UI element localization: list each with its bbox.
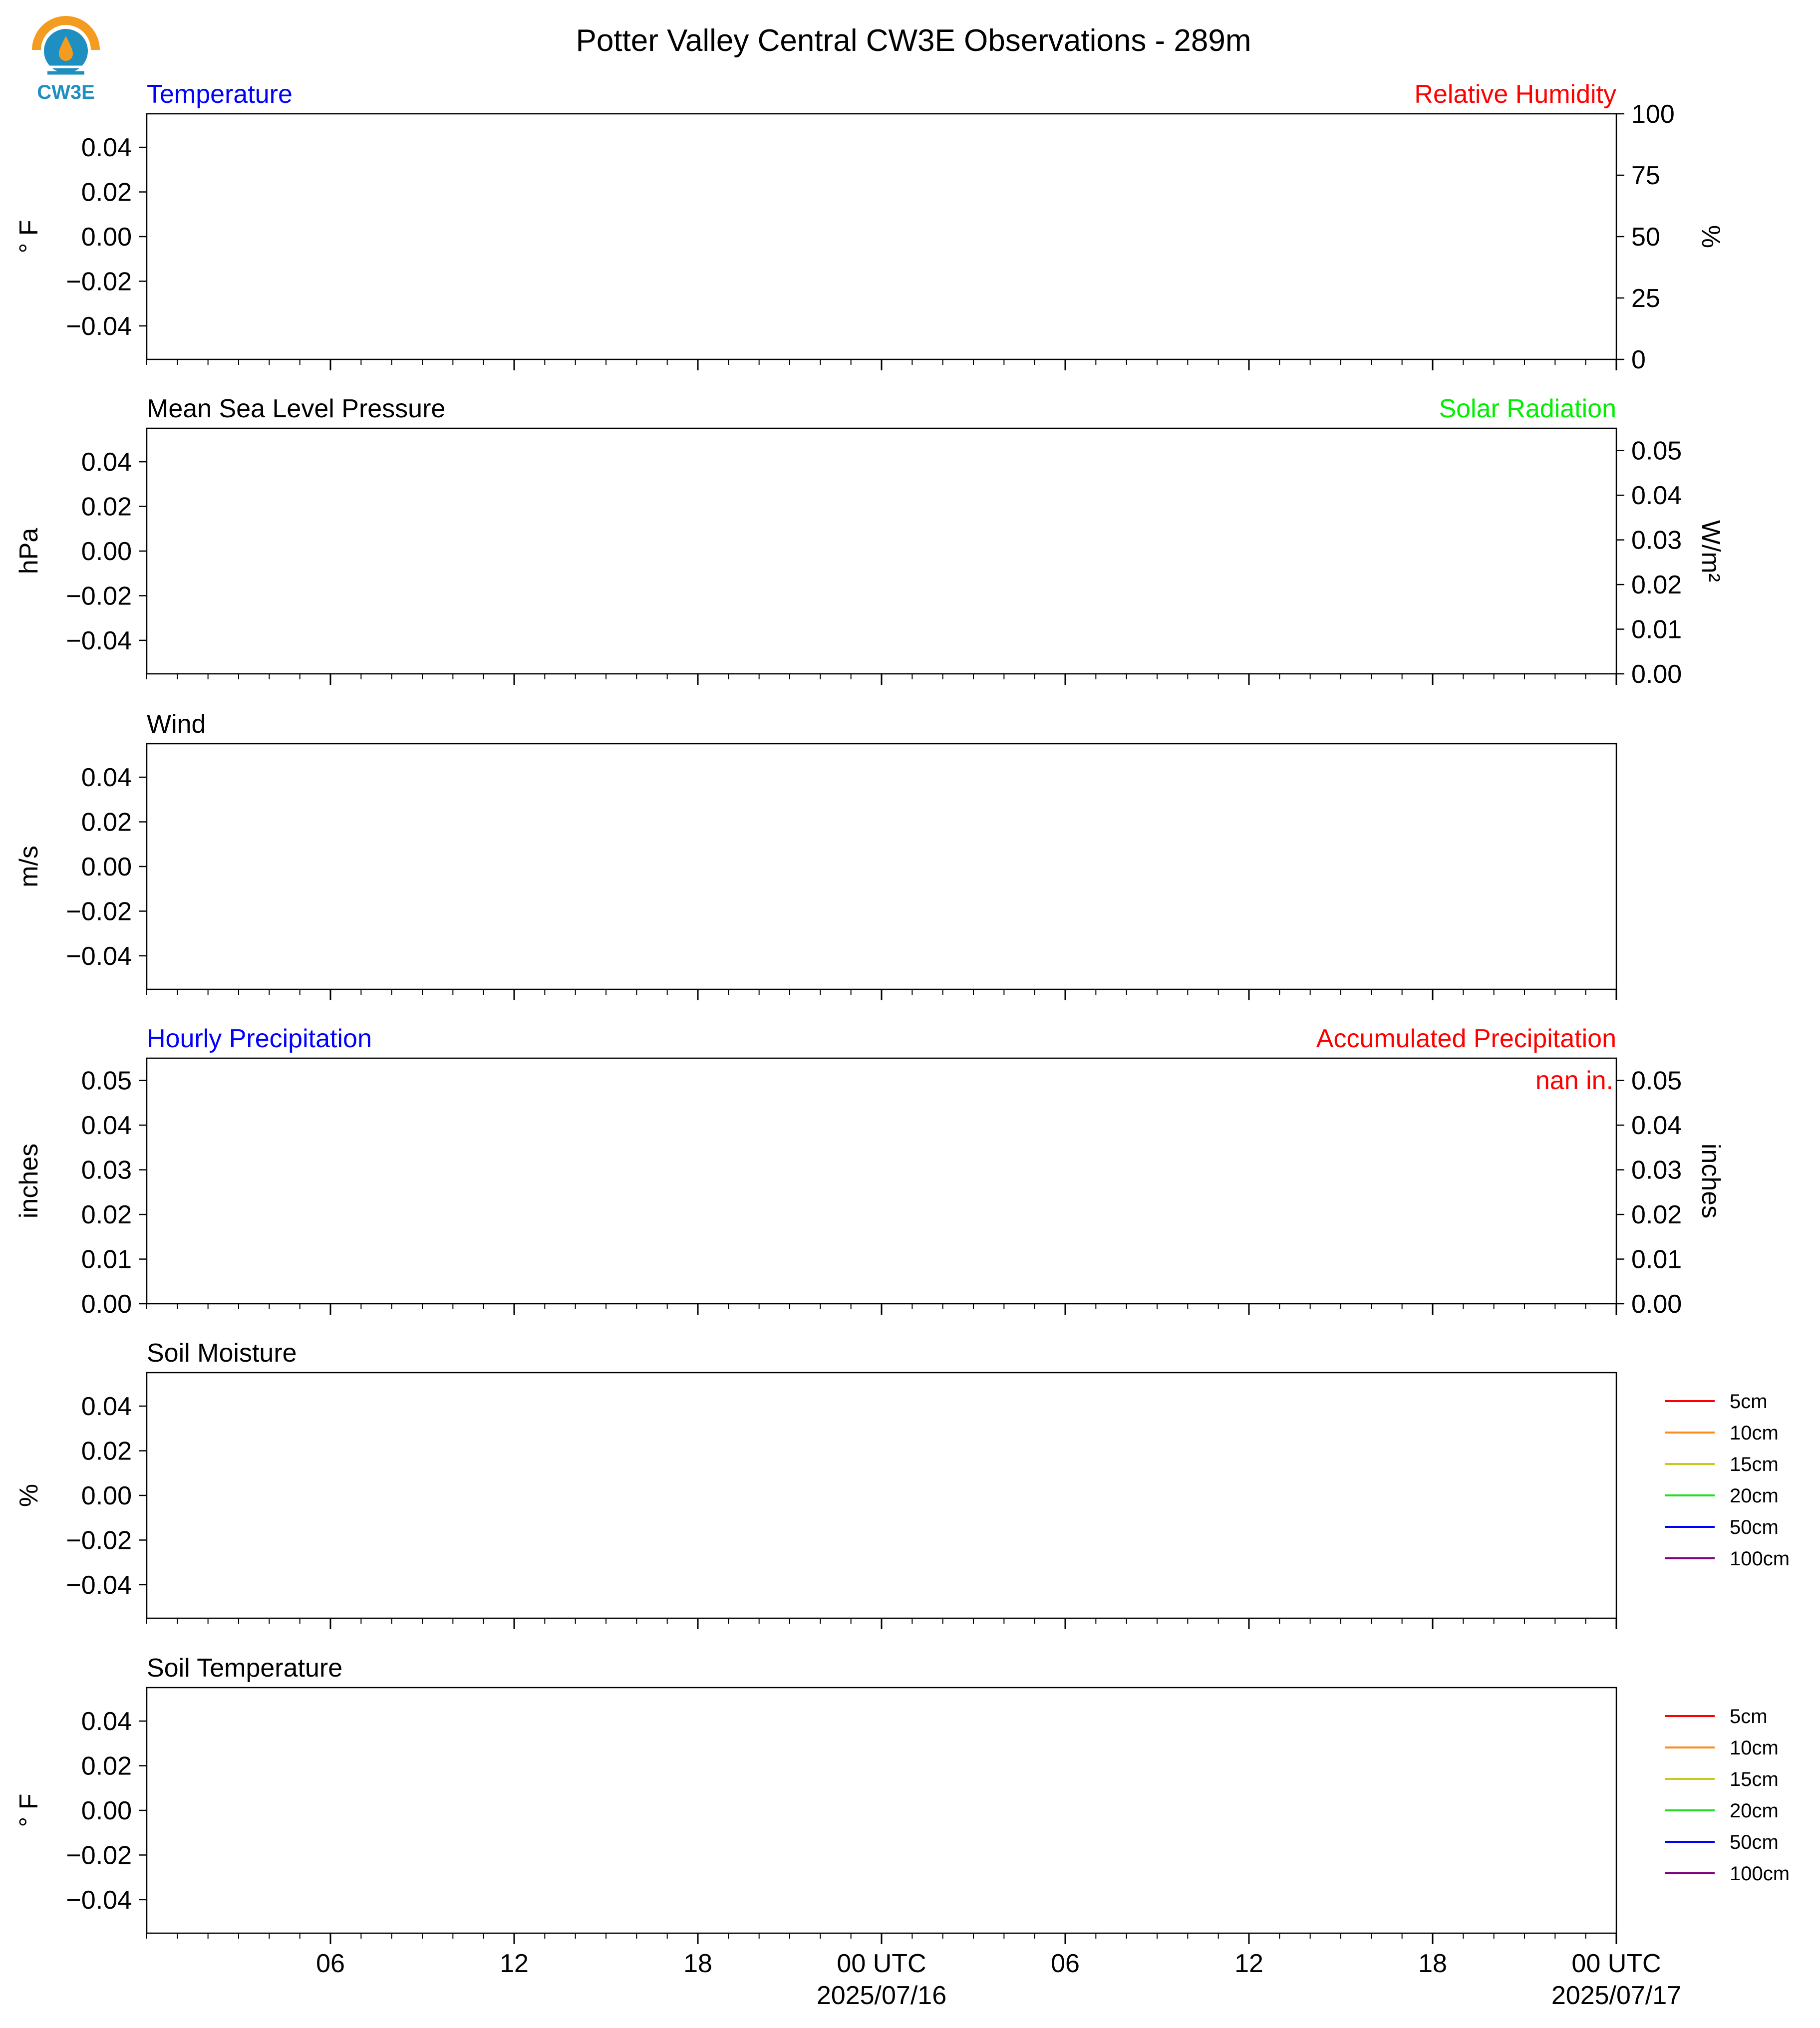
panel-title-left: Temperature [147,80,293,109]
y-tick-label: 0.00 [81,1796,132,1825]
y-tick-label: 0.04 [81,763,132,793]
y-tick-label: −0.04 [66,311,132,341]
y-tick-label: 0.02 [81,178,132,207]
panel-frame [147,1688,1616,1933]
y-tick-label: 0.02 [81,1437,132,1466]
panel-3 [14,710,1616,1000]
y-axis-label: % [14,1483,43,1507]
y2-tick-label: 0.04 [1631,1111,1682,1141]
panel-title-left: Soil Moisture [147,1339,297,1368]
panel-frame [147,1373,1616,1618]
panel-2 [14,394,1725,689]
y-tick-label: 0.02 [81,808,132,837]
y2-tick-label: 50 [1631,223,1660,252]
y2-tick-label: 0.02 [1631,1200,1682,1230]
panel-frame [147,428,1616,674]
y-tick-label: 0.04 [81,1707,132,1737]
panel-title-right: Relative Humidity [1414,80,1616,109]
y-tick-label: 0.00 [81,1481,132,1510]
panel-4 [14,1024,1725,1319]
x-tick-label: 00 UTC [837,1949,926,1978]
y2-tick-label: 0.00 [1631,1290,1682,1319]
panel-6 [14,1654,1790,1944]
x-tick-label: 12 [500,1949,529,1978]
legend-label: 10cm [1730,1422,1779,1444]
y-tick-label: −0.02 [66,897,132,926]
x-date-label: 2025/07/17 [1551,1981,1682,2010]
y-tick-label: 0.02 [81,492,132,522]
y-axis-label: hPa [14,528,43,575]
panel-1 [14,80,1725,374]
y-axis-label: m/s [14,846,43,887]
y-tick-label: 0.01 [81,1245,132,1274]
logo-text: CW3E [37,81,95,103]
y2-tick-label: 0.05 [1631,436,1682,466]
x-date-label: 2025/07/16 [816,1981,947,2010]
x-tick-label: 06 [1051,1949,1080,1978]
legend-label: 20cm [1730,1800,1779,1822]
y-tick-label: −0.02 [66,1841,132,1870]
panel-title-left: Soil Temperature [147,1654,343,1683]
y-tick-label: 0.02 [81,1751,132,1781]
y-tick-label: −0.02 [66,267,132,296]
y-tick-label: 0.00 [81,537,132,566]
legend-label: 15cm [1730,1768,1779,1790]
y-tick-label: 0.04 [81,133,132,163]
panel-frame [147,744,1616,989]
y2-tick-label: 0.03 [1631,1156,1682,1185]
panel-title-right: Accumulated Precipitation [1316,1024,1616,1053]
y-axis-label: ° F [14,1793,43,1827]
y-tick-label: −0.04 [66,1885,132,1915]
y2-tick-label: 0.01 [1631,1245,1682,1274]
legend-label: 5cm [1730,1391,1768,1413]
y2-tick-label: 75 [1631,161,1660,190]
y-tick-label: 0.04 [81,448,132,477]
chart-title: Potter Valley Central CW3E Observations - 289m [576,23,1251,58]
y2-tick-label: 0.02 [1631,571,1682,600]
y2-tick-label: 0.01 [1631,615,1682,644]
panel-title-left: Mean Sea Level Pressure [147,394,446,423]
y2-axis-label: inches [1696,1143,1725,1219]
x-tick-label: 06 [316,1949,345,1978]
y-axis-label: inches [14,1143,43,1219]
y-tick-label: −0.04 [66,626,132,655]
y-axis-label: ° F [14,220,43,254]
panel-5 [14,1339,1790,1629]
cw3e-logo [36,20,95,103]
y-tick-label: 0.00 [81,223,132,252]
y-tick-label: 0.04 [81,1111,132,1141]
x-tick-label: 18 [683,1949,712,1978]
y2-tick-label: 0.03 [1631,526,1682,555]
panels [14,80,1790,2010]
x-tick-label: 00 UTC [1571,1949,1661,1978]
x-tick-label: 18 [1418,1949,1447,1978]
accumulated-total-annotation: nan in. [1535,1066,1613,1095]
y2-axis-label: W/m² [1696,520,1725,582]
y-tick-label: −0.04 [66,1570,132,1600]
y-tick-label: −0.02 [66,581,132,611]
legend-label: 100cm [1730,1863,1790,1885]
x-tick-label: 12 [1234,1949,1263,1978]
y2-tick-label: 0.00 [1631,660,1682,689]
y-tick-label: −0.04 [66,941,132,971]
y2-tick-label: 25 [1631,284,1660,313]
y-tick-label: 0.00 [81,853,132,881]
legend-label: 5cm [1730,1706,1768,1728]
y-tick-label: 0.03 [81,1156,132,1185]
y2-tick-label: 100 [1631,100,1675,129]
panel-frame [147,114,1616,359]
legend-label: 20cm [1730,1485,1779,1507]
y-tick-label: 0.04 [81,1392,132,1422]
y2-tick-label: 0 [1631,345,1646,374]
y2-tick-label: 0.05 [1631,1066,1682,1096]
legend-label: 10cm [1730,1737,1779,1759]
legend-label: 50cm [1730,1831,1779,1853]
panel-title-left: Wind [147,710,206,739]
panel-title-right: Solar Radiation [1439,394,1616,423]
y2-tick-label: 0.04 [1631,481,1682,511]
legend-label: 100cm [1730,1548,1790,1570]
y-tick-label: 0.02 [81,1200,132,1230]
y-tick-label: 0.05 [81,1066,132,1096]
legend-label: 50cm [1730,1516,1779,1538]
y-tick-label: −0.02 [66,1526,132,1555]
y2-axis-label: % [1696,225,1725,249]
y-tick-label: 0.00 [81,1290,132,1319]
legend-label: 15cm [1730,1453,1779,1475]
panel-frame [147,1058,1616,1304]
panel-title-left: Hourly Precipitation [147,1024,372,1053]
